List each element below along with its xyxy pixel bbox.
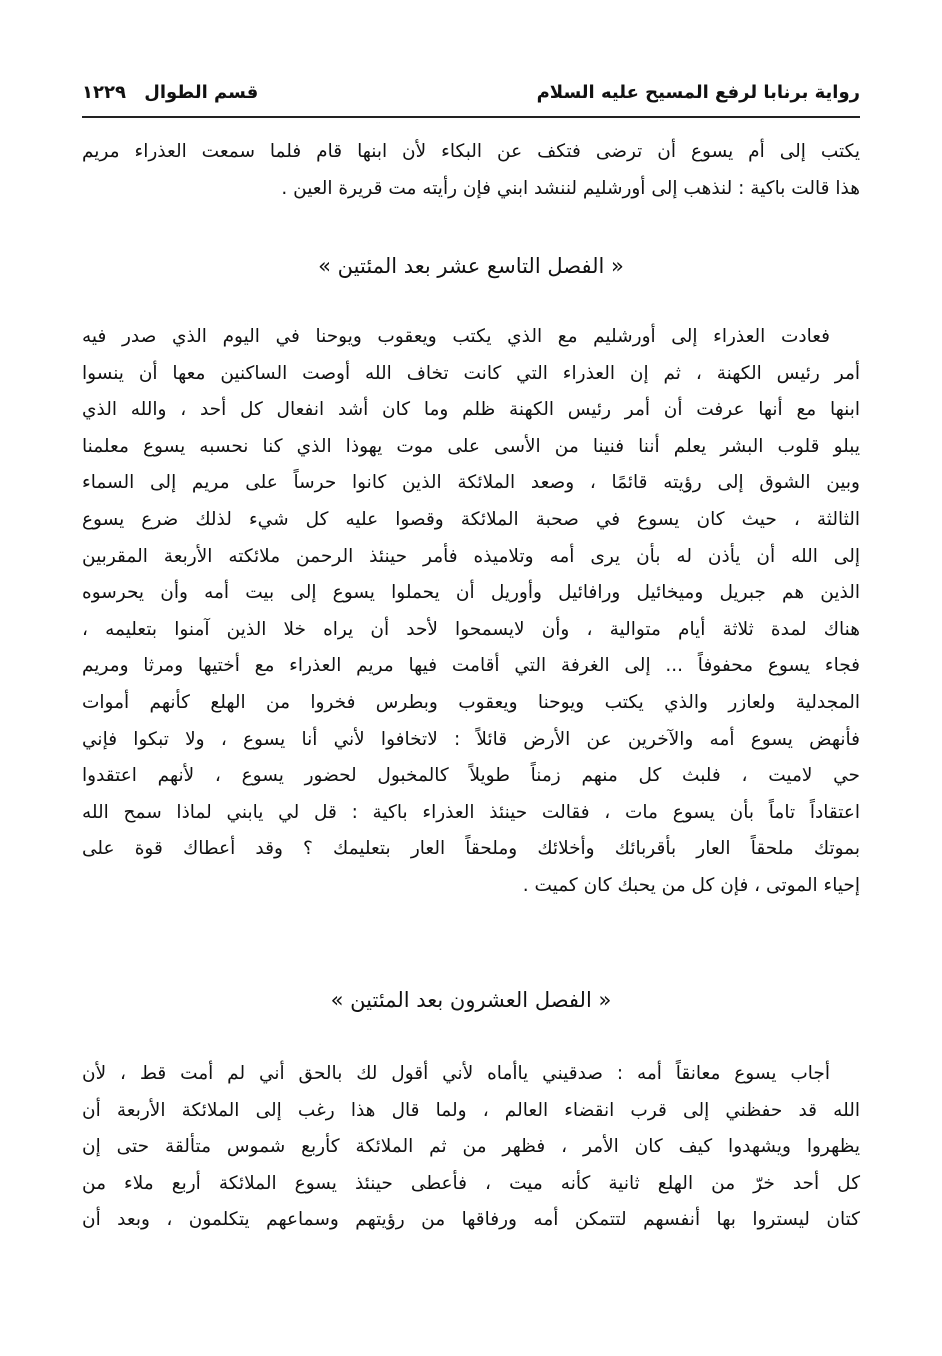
text-line: المجدلية ولعازر والذي يكتب ويوحنا ويعقوب وبطرس فخروا من الهلع كأنهم أموات [82, 691, 860, 713]
text-line: حي لاميت ، فلبث كل منهم زمناً طويلاً كالمخبول لحضور يسوع ، لأنهم اعتقدوا [82, 765, 860, 787]
section-and-page [82, 82, 258, 103]
text-line: فعادت العذراء إلى أورشليم مع الذي يكتب ويعقوب ويوحنا في اليوم الذي صدر فيه [82, 326, 830, 347]
text-line: هناك لمدة ثلاثة أيام متوالية ، وأن لايسمحوا لأحد أن يراه خلا الذين آمنوا بتعليمه ، [82, 618, 860, 640]
paragraph-2 [82, 319, 860, 905]
text-line: ابنها مع أنها عرفت أن أمر رئيس الكهنة ظلم وما كان أشد انفعال كل أحد ، والله الذي [82, 399, 860, 421]
paragraph-1 [82, 134, 860, 207]
text-line: كل أحد خرّ من الهلع ثانية كأنه ميت ، فأعطى حينئذ يسوع الملائكة أربع ملاء من [82, 1172, 860, 1194]
text-line: فأنهض يسوع أمه والآخرين عن الأرض قائلاً : لاتخافوا لأني أنا يسوع ، ولا تبكوا فإني [82, 728, 860, 750]
paragraph-3 [82, 1056, 860, 1239]
text-line: إلى الله أن يأذن له بأن يرى أمه وتلاميذه فأمر حينئذ الرحمن ملائكته الأربعة المقربين [82, 545, 860, 567]
chapter-heading-219: « الفصل التاسع عشر بعد المئتين » [318, 254, 624, 278]
text-line: يكتب إلى أم يسوع أن ترضى فتكف عن البكاء لأن ابنها قام فلما سمعت العذراء مريم [82, 141, 860, 162]
text-line: الذين هم جبريل وميخائيل ورافائيل وأوريل أن يحملوا يسوع إلى بيت أمه وأن يحرسوه [82, 582, 860, 604]
text-line: يبلو قلوب البشر يعلم أننا فنينا من الأسى على موت يهوذا الذي كنا نحسبه يسوع معلمنا [82, 435, 860, 457]
text-line: أجاب يسوع معانقاً أمه : صدقيني ياأماه لأني أقول لك بالحق أني لم أمت قط ، لأن [82, 1063, 830, 1084]
text-line: فجاء يسوع محفوفاً ... إلى الغرفة التي أقامت فيها مريم العذراء مع أختيها ومرثا ومريم [82, 655, 860, 677]
text-line: كتان ليستروا بها أنفسهم لتتمكن أمه ورفاقها من رؤيتهم وسماعهم يتكلمون ، وبعد أن [82, 1209, 860, 1231]
text-line: وبين الشوق إلى رؤيته قائمًا ، وصعد الملائكة الذين كانوا حرساً على مريم إلى السماء [82, 472, 860, 494]
text-line: هذا قالت باكية : لنذهب إلى أورشليم لننشد ابني فإن رأيته مت قريرة العين . [281, 177, 860, 199]
text-line: يظهروا ويشهدوا كيف كان الأمر ، فظهر من ثم الملائكة كأربع شموس متألقة حتى إن [82, 1136, 860, 1158]
page-number: ١٢٢٩ [82, 82, 126, 103]
section-name: قسم الطوال [144, 82, 259, 103]
header-rule [82, 116, 860, 118]
text-line: الله قد حفظني إلى قرب انقضاء العالم ، ولما قال هذا رغب إلى الملائكة الأربعة أن [82, 1099, 860, 1121]
chapter-heading-220: « الفصل العشرون بعد المئتين » [330, 988, 612, 1012]
text-line: اعتقاداً تاماً بأن يسوع مات ، فقالت حينئذ العذراء باكية : قل لي يابني لماذا سمح الله [82, 801, 860, 823]
text-line: بموتك ملحقاً العار بأقربائك وأخلائك وملحقاً العار بتعليمك ؟ وقد أعطاك قوة على [82, 838, 860, 860]
running-header [82, 82, 860, 112]
text-line: الثالثة ، حيث كان يسوع في صحبة الملائكة وقصوا عليه كل شيء لذلك ضرع يسوع [82, 508, 860, 530]
text-line: إحياء الموتى ، فإن كل من يحبك كان كميت . [522, 874, 860, 896]
text-line: أمر رئيس الكهنة ، ثم إن العذراء التي كانت تخاف الله أوصت الساكنين معها أن ينسوا [82, 362, 860, 384]
book-title: رواية برنابا لرفع المسيح عليه السلام [536, 82, 860, 103]
